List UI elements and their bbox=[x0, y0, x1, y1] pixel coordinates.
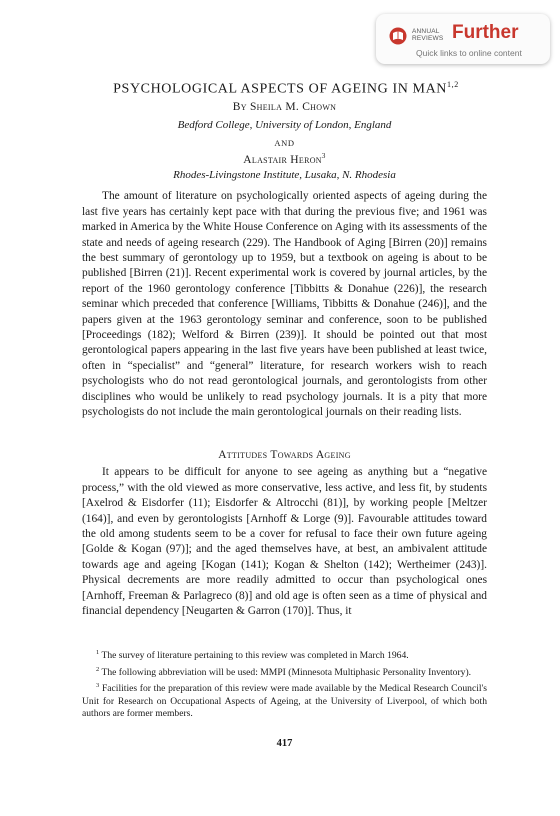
badge-annual-label: ANNUAL bbox=[412, 28, 440, 35]
footnote-3-text: Facilities for the preparation of this review were made available by the Medical Research Council's Unit for Research on Occupational Aspects of Ageing, at the University of Liverpool, of which both authors are former members. bbox=[82, 683, 487, 720]
article-title bbox=[76, 80, 496, 98]
badge-further-label: Further bbox=[452, 22, 519, 43]
footnote-3-mark: 3 bbox=[96, 682, 100, 690]
badge-reviews-label: REVIEWS bbox=[412, 35, 444, 42]
footnote-1-mark: 1 bbox=[96, 649, 100, 656]
badge-quick-links-label: Quick links to online content bbox=[416, 48, 522, 58]
author-separator: AND bbox=[274, 138, 295, 148]
footnote-2-text: The following abbreviation will be used: MMPI (Minnesota Multiphasic Personality Inventory). bbox=[101, 666, 472, 678]
article-title-text: PSYCHOLOGICAL ASPECTS OF AGEING IN MAN bbox=[113, 81, 447, 97]
author-2-name: Alastair Heron bbox=[243, 153, 322, 166]
author-1: By Sheila M. Chown bbox=[232, 101, 337, 113]
page-number: 417 bbox=[276, 738, 293, 749]
footnote-1-text: The survey of literature pertaining to this review was completed in March 1964. bbox=[101, 650, 409, 662]
footnote-1 bbox=[82, 647, 487, 663]
title-footnote-marks[interactable]: 1,2 bbox=[447, 80, 459, 89]
annual-reviews-logo-icon bbox=[389, 27, 407, 45]
footnote-2-mark: 2 bbox=[96, 665, 100, 673]
author-2 bbox=[82, 152, 487, 166]
author-2-footnote-mark[interactable]: 3 bbox=[321, 152, 326, 160]
affiliation-1: Bedford College, University of London, England bbox=[177, 119, 392, 131]
intro-paragraph: The amount of literature on psychologically oriented aspects of ageing during the last five years has certainly kept pace with that during the previous five; and 1961 was marked in America by the White House Conference on Aging with its assessments of the state and needs of ageing research (229). The Handbook of Aging [Birren (20)] remains the best summary of gerontology up to 1959, but a textbook on ageing is about to be published [Birren (21)]. Recent experimental work is covered by journal articles, by the report of the 1960 gerontology conference [Tibbitts & Donahue (226)], the research seminar which preceded that conference [Williams, Tibbitts & Donahue (246)], and the papers given at the 1963 gerontology seminar and conference, soon to be published [Proceedings (182); Welford & Birren (239)]. It should be pointed out that most gerontological papers appearing in the last five years have been published at least twice, often in “specialist” and “general” literature, for research workers wish to reach psychologists who do not read gerontological journals, and gerontologists from other disciplines who would be unlikely to read psychology journals. It is a pity that more psychologists do not include the main gerontological journals on their reading lists. bbox=[82, 190, 487, 419]
footnote-2 bbox=[82, 664, 487, 680]
footnote-3 bbox=[82, 680, 487, 720]
section-paragraph: It appears to be difficult for anyone to see ageing as anything but a “negative process,” with the old viewed as more conservative, less active, and less fit, by students [Axelrod & Eisdorfer (11); Eisdorfer & Altrocchi (81)], by working people [Meltzer (164)], and even by gerontologists [Arnhoff & Lorge (9)]. Favourable attitudes toward the old among students seem to be a cover for refusal to face their own future ageing [Golde & Kogan (97)]; and the aged themselves have, at best, an ambivalent attitude towards age and ageing [Kogan (141); Kogan & Shelton (142); Wertheimer (243)]. Physical decrements are more readily admitted to occur than psychological ones [Arnhoff, Freeman & Parlagreco (8)] and old age is often seen as a time of physical and financial dependency [Neugarten & Garron (170)]. Thus, it bbox=[82, 466, 487, 618]
affiliation-2: Rhodes-Livingstone Institute, Lusaka, N. Rhodesia bbox=[173, 169, 396, 181]
annual-reviews-further-badge[interactable] bbox=[376, 14, 550, 64]
footnotes bbox=[82, 647, 487, 722]
section-heading-attitudes: Attitudes Towards Ageing bbox=[218, 449, 351, 461]
